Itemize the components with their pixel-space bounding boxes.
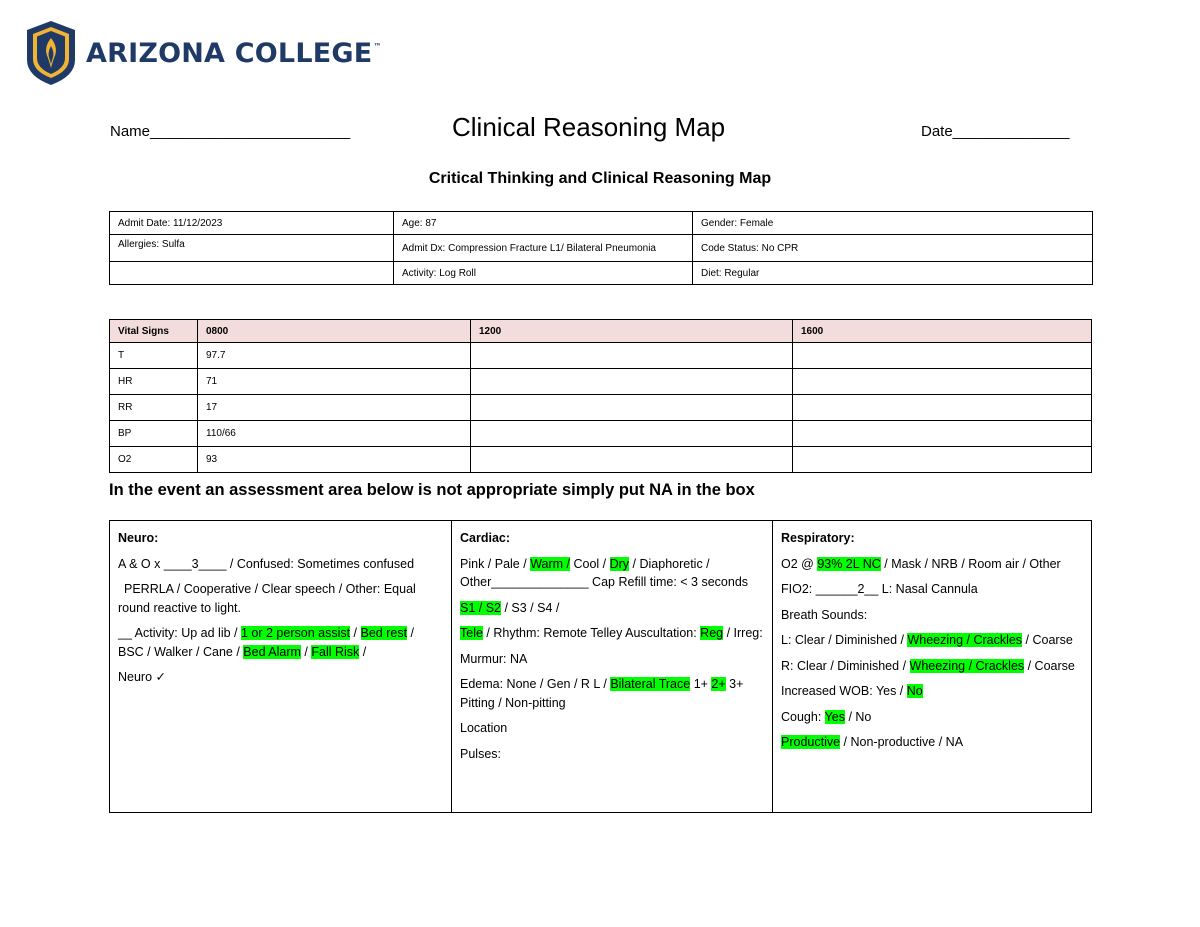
cardiac-heart-sounds: S1 / S2 / S3 / S4 / — [460, 600, 560, 615]
neuro-aox: A & O x ____3____ / Confused: Sometimes confused — [118, 556, 415, 571]
age-cell: Age: 87 — [394, 212, 693, 235]
admission-info-table — [109, 211, 1093, 285]
table-row — [110, 212, 1093, 235]
table-row — [110, 521, 1092, 813]
vital-value — [471, 343, 793, 369]
logo-wordmark: ARIZONA COLLEGE™ — [86, 37, 382, 69]
cardiac-title: Cardiac: — [460, 531, 511, 545]
cardiac-skin: Pink / Pale / Warm / Cool / Dry / Diaphoretic / Other______________ Cap Refill time: < 3 seconds — [460, 556, 749, 589]
table-row — [110, 235, 1093, 262]
assessment-notice: In the event an assessment area below is not appropriate simply put NA in the box — [109, 481, 755, 499]
cardiac-edema: Edema: None / Gen / R L / Bilateral Trace 1+ 2+ 3+ Pitting / Non-pitting — [460, 677, 744, 710]
page-subtitle: Critical Thinking and Clinical Reasoning Map — [428, 170, 772, 187]
diet-cell: Diet: Regular — [693, 262, 1093, 285]
admit-dx-cell: Admit Dx: Compression Fracture L1/ Bilateral Pneumonia — [394, 235, 693, 262]
vital-value: 17 — [198, 395, 471, 421]
allergies-cell: Allergies: Sulfa — [110, 235, 394, 262]
column-header: 1600 — [793, 320, 1092, 343]
arizona-college-logo — [26, 20, 382, 86]
empty-cell — [110, 262, 394, 285]
shield-logo-icon — [26, 20, 76, 86]
resp-o2: O2 @ 93% 2L NC / Mask / NRB / Room air / Other — [781, 556, 1061, 571]
vital-signs-table — [109, 319, 1092, 473]
vital-value — [471, 395, 793, 421]
vital-value — [793, 421, 1092, 447]
table-row — [110, 395, 1092, 421]
neuro-activity: __ Activity: Up ad lib / 1 or 2 person assist / Bed rest / BSC / Walker / Cane / Bed Alarm / Fall Risk / — [118, 626, 415, 659]
activity-cell: Activity: Log Roll — [394, 262, 693, 285]
date-field: Date______________ — [921, 123, 1070, 140]
cardiac-location: Location — [460, 721, 508, 735]
neuro-section — [110, 521, 452, 813]
vital-label: T — [110, 343, 198, 369]
table-row — [110, 447, 1092, 473]
cardiac-section — [452, 521, 773, 813]
resp-fio2: FIO2: ______2__ L: Nasal Cannula — [781, 582, 978, 596]
vital-value — [793, 369, 1092, 395]
cardiac-rhythm: Tele / Rhythm: Remote Telley Auscultation: Reg / Irreg: — [460, 626, 763, 640]
resp-wob: Increased WOB: Yes / No — [781, 684, 923, 698]
column-header: 0800 — [198, 320, 471, 343]
table-row — [110, 369, 1092, 395]
cardiac-pulses: Pulses: — [460, 746, 501, 761]
column-header: Vital Signs — [110, 320, 198, 343]
vital-value: 97.7 — [198, 343, 471, 369]
vitals-header-row — [110, 320, 1092, 343]
resp-productive: Productive / Non-productive / NA — [781, 735, 964, 749]
resp-right: R: Clear / Diminished / Wheezing / Crackles / Coarse — [781, 658, 1075, 673]
respiratory-section — [773, 521, 1092, 813]
code-status-cell: Code Status: No CPR — [693, 235, 1093, 262]
neuro-title: Neuro: — [118, 531, 159, 545]
vital-value — [471, 447, 793, 473]
vital-value — [793, 447, 1092, 473]
neuro-check: Neuro ✓ — [118, 670, 166, 684]
table-row — [110, 343, 1092, 369]
admit-date-cell: Admit Date: 11/12/2023 — [110, 212, 394, 235]
vital-label: BP — [110, 421, 198, 447]
vital-value — [793, 343, 1092, 369]
vital-label: RR — [110, 395, 198, 421]
resp-breath-sounds: Breath Sounds: — [781, 607, 868, 622]
column-header: 1200 — [471, 320, 793, 343]
vital-value: 93 — [198, 447, 471, 473]
vital-label: HR — [110, 369, 198, 395]
vital-label: O2 — [110, 447, 198, 473]
vital-value: 71 — [198, 369, 471, 395]
assessment-table — [109, 520, 1092, 813]
vital-value: 110/66 — [198, 421, 471, 447]
page-title: Clinical Reasoning Map — [452, 112, 726, 142]
vital-value — [793, 395, 1092, 421]
resp-left: L: Clear / Diminished / Wheezing / Crackles / Coarse — [781, 633, 1073, 647]
neuro-perrla: PERRLA / Cooperative / Clear speech / Other: Equal round reactive to light. — [118, 582, 416, 615]
cardiac-murmur: Murmur: NA — [460, 651, 528, 666]
respiratory-title: Respiratory: — [781, 531, 855, 545]
vital-value — [471, 421, 793, 447]
resp-cough: Cough: Yes / No — [781, 709, 872, 724]
gender-cell: Gender: Female — [693, 212, 1093, 235]
table-row — [110, 262, 1093, 285]
vital-value — [471, 369, 793, 395]
table-row — [110, 421, 1092, 447]
name-field: Name________________________ — [110, 123, 351, 140]
